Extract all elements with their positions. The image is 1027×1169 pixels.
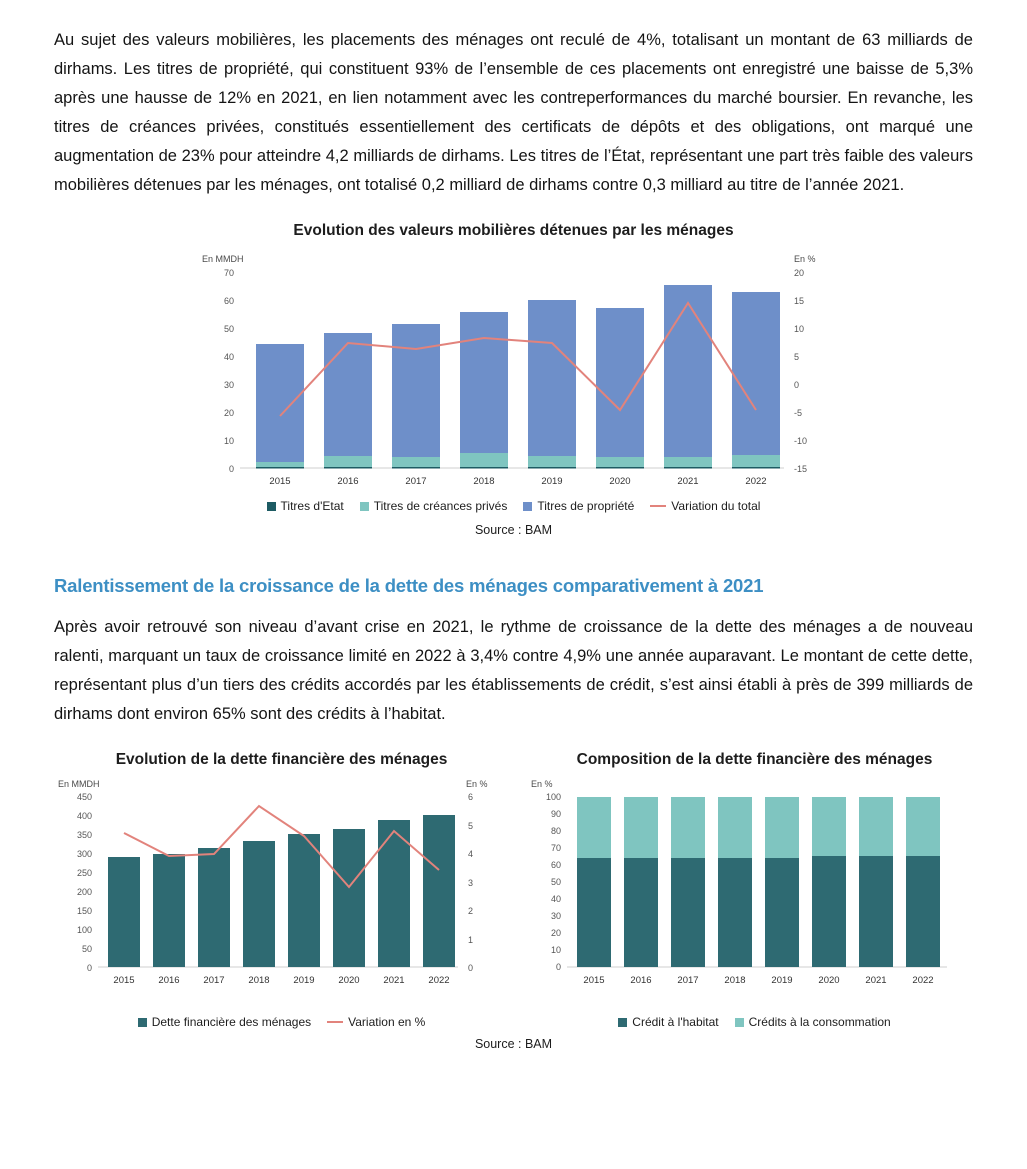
svg-text:250: 250: [76, 868, 92, 878]
chart1-legend: [54, 499, 973, 513]
chart3-plot: [527, 775, 982, 1010]
svg-text:10: 10: [793, 324, 804, 334]
svg-text:150: 150: [76, 906, 92, 916]
svg-text:80: 80: [550, 826, 561, 836]
chart3-ylabel: En %: [531, 779, 553, 789]
chart2-right-axis: [468, 792, 473, 973]
svg-text:2020: 2020: [338, 975, 360, 986]
charts-row-source: Source : BAM: [474, 1037, 553, 1051]
legend-item: [267, 499, 344, 513]
legend-label: Titres d'Etat: [280, 499, 344, 513]
chart3-title: Composition de la dette financière des ménages: [576, 751, 933, 768]
svg-text:2015: 2015: [113, 975, 135, 986]
svg-text:2022: 2022: [428, 975, 450, 986]
legend-label: Crédits à la consommation: [748, 1015, 891, 1029]
chart1-categories: [269, 476, 766, 487]
chart1-bars: [256, 285, 780, 469]
svg-text:0: 0: [228, 464, 234, 474]
svg-text:2020: 2020: [608, 476, 631, 487]
chart2-plot: [54, 775, 509, 1010]
legend-swatch-dette-financiere: [138, 1018, 147, 1027]
legend-line-variation: [327, 1021, 343, 1023]
svg-text:70: 70: [550, 843, 561, 853]
svg-text:2015: 2015: [268, 476, 291, 487]
chart1-source: Source : BAM: [474, 523, 553, 537]
svg-text:2016: 2016: [336, 476, 359, 487]
svg-text:40: 40: [223, 352, 234, 362]
chart3-bars: [577, 797, 940, 967]
svg-text:2019: 2019: [293, 975, 315, 986]
charts-row: [54, 751, 973, 1029]
svg-text:2017: 2017: [677, 975, 699, 986]
svg-text:70: 70: [223, 268, 234, 278]
legend-item: [360, 499, 508, 513]
svg-text:2: 2: [468, 906, 474, 916]
chart3-categories: [583, 975, 933, 986]
chart-dette-financiere: [54, 751, 509, 1029]
chart2-title: Evolution de la dette financière des ménages: [115, 751, 448, 768]
legend-line-variation: [650, 505, 666, 507]
svg-text:2019: 2019: [771, 975, 793, 986]
svg-text:50: 50: [223, 324, 234, 334]
svg-text:0: 0: [468, 963, 474, 973]
svg-text:10: 10: [550, 945, 561, 955]
svg-text:2016: 2016: [630, 975, 652, 986]
svg-text:0: 0: [555, 962, 561, 972]
svg-text:2019: 2019: [540, 476, 563, 487]
svg-text:60: 60: [223, 296, 234, 306]
svg-text:450: 450: [76, 792, 92, 802]
chart2-ylabel: En MMDH: [58, 779, 100, 789]
svg-text:3: 3: [468, 878, 474, 888]
legend-swatch-titres-etat: [267, 502, 276, 511]
svg-text:100: 100: [76, 925, 92, 935]
chart1-ylabel: En MMDH: [201, 254, 244, 264]
chart-composition-dette: [527, 751, 982, 1029]
chart2-legend: [54, 1015, 509, 1029]
svg-text:2021: 2021: [676, 476, 699, 487]
svg-text:2017: 2017: [404, 476, 427, 487]
svg-text:2018: 2018: [472, 476, 495, 487]
legend-label: Titres de créances privés: [373, 499, 508, 513]
legend-swatch-titres-propriete: [523, 502, 532, 511]
svg-text:30: 30: [223, 380, 234, 390]
svg-text:20: 20: [223, 408, 234, 418]
svg-text:10: 10: [223, 436, 234, 446]
svg-text:20: 20: [793, 268, 804, 278]
svg-text:0: 0: [793, 380, 799, 390]
svg-text:15: 15: [793, 296, 804, 306]
svg-text:40: 40: [550, 894, 561, 904]
svg-text:350: 350: [76, 830, 92, 840]
chart-valeurs-mobilieres: [54, 222, 973, 537]
svg-text:60: 60: [550, 860, 561, 870]
svg-text:2022: 2022: [744, 476, 767, 487]
chart1-title: Evolution des valeurs mobilières détenues par les ménages: [293, 222, 734, 239]
legend-label: Crédit à l'habitat: [632, 1015, 719, 1029]
svg-text:2016: 2016: [158, 975, 180, 986]
svg-text:-15: -15: [793, 464, 807, 474]
svg-text:0: 0: [86, 963, 92, 973]
svg-text:5: 5: [468, 821, 474, 831]
svg-text:2020: 2020: [818, 975, 840, 986]
legend-swatch-credit-consommation: [735, 1018, 744, 1027]
chart2-categories: [113, 975, 449, 986]
svg-text:2018: 2018: [248, 975, 270, 986]
legend-item: [138, 1015, 311, 1029]
chart2-y2label: En %: [466, 779, 488, 789]
svg-text:400: 400: [76, 811, 92, 821]
svg-text:2018: 2018: [724, 975, 746, 986]
chart3-left-axis: [546, 792, 561, 972]
svg-text:2021: 2021: [383, 975, 405, 986]
chart1-y2label: En %: [793, 254, 816, 264]
svg-text:200: 200: [76, 887, 92, 897]
svg-text:-5: -5: [793, 408, 802, 418]
svg-text:20: 20: [550, 928, 561, 938]
svg-text:2021: 2021: [865, 975, 887, 986]
svg-text:2015: 2015: [583, 975, 605, 986]
legend-label: Dette financière des ménages: [151, 1015, 312, 1029]
legend-label: Variation du total: [671, 499, 761, 513]
svg-text:5: 5: [793, 352, 799, 362]
legend-item: [327, 1015, 425, 1029]
svg-text:50: 50: [81, 944, 92, 954]
section-heading-dette: Ralentissement de la croissance de la dette des ménages comparativement à 2021: [54, 575, 764, 596]
chart1-right-axis: [794, 268, 807, 474]
chart3-legend: [527, 1015, 982, 1029]
svg-text:50: 50: [550, 877, 561, 887]
chart2-left-axis: [77, 792, 92, 973]
legend-item: [618, 1015, 718, 1029]
legend-label: Titres de propriété: [537, 499, 635, 513]
paragraph-dette-menages: Après avoir retrouvé son niveau d’avant crise en 2021, le rythme de croissance de la dette des ménages a de nouveau ralenti, marquant un taux de croissance limité en 2022 à 3,4% contre 4,9% une année auparavant. Le montant de cette dette, représentant plus d’un tiers des crédits accordés par les établissements de crédit, s’est ainsi établi à près de 399 milliards de dirhams dont environ 65% sont des crédits à l’habitat.: [54, 618, 973, 723]
svg-text:-10: -10: [793, 436, 807, 446]
svg-text:90: 90: [550, 809, 561, 819]
svg-text:300: 300: [76, 849, 92, 859]
svg-text:2022: 2022: [912, 975, 934, 986]
svg-text:2017: 2017: [203, 975, 225, 986]
chart1-left-axis: [223, 268, 233, 474]
legend-item: [523, 499, 634, 513]
svg-text:1: 1: [468, 935, 474, 945]
svg-text:4: 4: [468, 849, 474, 859]
legend-swatch-creances-privees: [360, 502, 369, 511]
svg-text:30: 30: [550, 911, 561, 921]
chart1-plot: [194, 250, 834, 495]
paragraph-valeurs-mobilieres: Au sujet des valeurs mobilières, les placements des ménages ont reculé de 4%, totalisant un montant de 63 milliards de dirhams. Les titres de propriété, qui constituent 93% de l’ensemble de ces placements ont enregistré une baisse de 5,3% après une hausse de 12% en 2021, en lien notamment avec les contreperformances du marché boursier. En revanche, les titres de créances privées, constitués essentiellement des certificats de dépôts et des obligations, ont marqué une augmentation de 23% pour atteindre 4,2 milliards de dirhams. Les titres de l’État, représentant une part très faible des valeurs mobilières détenues par les ménages, ont totalisé 0,2 milliard de dirhams contre 0,3 milliard au titre de l’année 2021.: [54, 31, 973, 194]
svg-text:6: 6: [468, 792, 474, 802]
legend-label: Variation en %: [348, 1015, 426, 1029]
legend-item: [735, 1015, 891, 1029]
legend-swatch-credit-habitat: [618, 1018, 627, 1027]
legend-item: [650, 499, 760, 513]
svg-text:100: 100: [545, 792, 561, 802]
